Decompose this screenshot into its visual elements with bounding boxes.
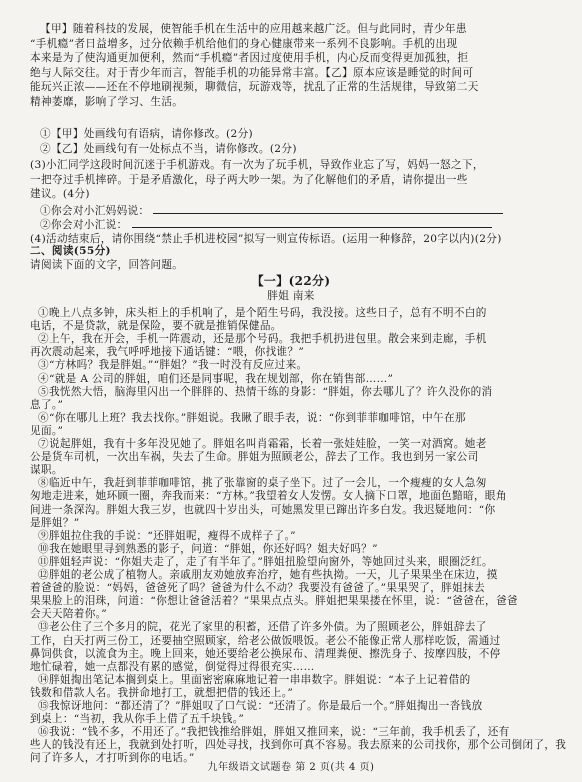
passage-line: 能玩兴正浓——还在不停地刷视频，聊微信，玩游戏等，扰乱了正常的生活规律，导致第二天 [30, 81, 479, 94]
answer-blank[interactable] [132, 217, 492, 228]
question-line: ②你会对小汇说： [40, 217, 492, 232]
page-footer: 九年级语文试题卷 第 2 页(共 4 页) [207, 762, 375, 773]
story-line: 鼻饲供食，以流食为主。晚上回来，她还要给老公换尿布、清理粪便、擦洗身子、按摩四肢，不停 [30, 647, 501, 660]
story-line: ⑯我说：“钱不多，不用还了。”我把钱推给胖姐，胖姐又推回来，说：“三年前，我手机丢了，还有 [38, 726, 510, 739]
story-line: ⑥“你在哪儿上班？我去找你。”胖姐说。我瞅了眼手表，说：“你到菲菲咖啡馆，中午在那 [38, 411, 466, 424]
story-line: 是胖姐？” [30, 516, 80, 529]
story-line: 问了许多人，才打听到你的电话。” [30, 752, 195, 765]
story-line: ⑭胖姐掏出笔记本搁到桌上。里面密密麻麻地记着一串串数字。胖姐说：“本子上记着借的 [38, 673, 471, 686]
story-line: 钱数和借款人名。我拼命地打工，就想把借的钱还上。” [30, 686, 294, 699]
question-line: ②【乙】处画线句有一处标点不当，请你修改。(2分) [40, 143, 297, 155]
passage-line: 本来是为了使沟通更加便利，然而“手机瘾”者因过度使用手机，内心反而变得更加孤独，拒 [30, 52, 469, 65]
story-line: 电话，不是贷款，就是保险，要不就是推销保健品。 [30, 320, 282, 333]
story-line: 会天天陪着你。” [30, 608, 108, 621]
passage-line: 绝与人际交往。对于青少年而言，智能手机的功能异常丰富。【乙】原本应该是睡觉的时间可 [30, 66, 474, 79]
story-line: ④“就是 A 公司的胖姐，咱们还是同事呢，我在规划部，你在销售部……” [38, 372, 394, 385]
story-line: 匆地走进来，她环顾一圈，奔我而来：“方林。”我望着女人发愣。女人摘下口罩，地面色黯暗，眼角 [30, 490, 507, 503]
passage-line: 【甲】随着科技的发展，使智能手机在生活中的应用越来越广泛。但与此同时，青少年患 [40, 23, 467, 35]
story-line: ⑬老公住了三个多月的院，花光了家里的积蓄，还借了许多外债。为了照顾老公，胖姐辞去了 [38, 621, 487, 634]
story-line: 果果脸上的泪珠，问道：“你想让爸爸活着？”果果点点头。胖姐把果果搂在怀里，说：“爸爸在，爸爸 [30, 595, 518, 608]
answer-blank[interactable] [153, 203, 503, 214]
story-line: ⑨胖姐拉住我的手说：“还胖姐呢，瘦得不成样子了。” [38, 529, 296, 542]
story-line: ⑩我在她眼里寻到熟悉的影子，问道：“胖姐，你还好吗？姐夫好吗？” [38, 542, 378, 555]
story-line: 工作，白天打两三份工，还要抽空照顾家，给老公做饭喂饭。老公不能像正常人那样吃饭，需通过 [30, 634, 501, 647]
story-line: 地忙碌着，她一点都没有累的感觉，倒觉得过得很充实…… [30, 660, 315, 673]
story-line: 些人的钱没有还上，我就到处打听，四处寻找，找到你可真不容易。我去原来的公司找你，那个公司倒闭了，我 [30, 739, 567, 752]
question-line: 建议。(4分) [30, 188, 90, 200]
section-instruction: 请阅读下面的文字，回答问题。 [30, 259, 184, 271]
part-title: 【一】(22分) [251, 274, 331, 288]
story-line: 公是货车司机，一次出车祸，失去了生命。胖姐为照顾老公，辞去了工作。我也到另一家公司 [30, 451, 479, 464]
story-line: 见面。” [30, 424, 64, 437]
story-line: ⑫胖姐的老公成了植物人。亲戚朋友劝她放弃治疗，她有些执拗。一天，儿子果果坐在床边，摸 [38, 569, 498, 581]
question-line: ①【甲】处画线句有语病，请你修改。(2分) [40, 128, 254, 140]
story-line: 间进一条深沟。胖姐大我三岁，也就四十岁出头，可她黑发里已蹿出许多白发。我迟疑地问：“你 [30, 503, 496, 516]
story-line: ③“方林吗？我是胖姐。”“胖姐？”我一时没有反应过来。 [38, 359, 308, 372]
question-line: (4)活动结束后，请你围绕“禁止手机进校园”拟写一则宣传标语。(运用一种修辞，20字以内)(2分) [30, 233, 502, 245]
story-title: 胖姐 南来 [267, 290, 315, 302]
section-title: 二、阅读(55分) [30, 245, 111, 257]
story-line: 再次震动起来，我气呼呼地接下通话键：“喂，你找谁？” [30, 346, 305, 359]
story-line: 谋职。 [30, 464, 63, 477]
story-line: ⑮我惊讶地问：“都还清了？”胖姐叹了口气说：“还清了。你是最后一个。”胖姐掏出一沓钱放 [38, 700, 483, 712]
story-line: 着爸爸的脸说：“妈妈，爸爸死了吗？爸爸为什么不动？我要没有爸爸了。”果果哭了，胖姐抹去 [30, 582, 485, 595]
story-line: ②上午，我在开会，手机一阵震动，还是那个号码。我把手机扔进包里。散会来到走廊，手机 [38, 333, 487, 346]
question-line: ①你会对小汇妈妈说： [40, 203, 503, 218]
story-line: ⑧临近中午，我赶到菲菲咖啡馆，挑了张靠窗的桌子坐下。过了一会儿，一个瘦瘦的女人急匆 [38, 477, 487, 490]
passage-line: “手机瘾”者日益增多，过分依赖手机给他们的身心健康带来一系列不良影响。手机的出现 [30, 37, 458, 50]
story-line: 息了。” [30, 398, 64, 411]
story-line: ⑦说起胖姐，我有十多年没见她了。胖姐名叫肖霜霜，长着一张娃娃脸，一笑一对酒窝。她老 [38, 438, 487, 450]
story-line: ⑪胖姐轻声说：“你姐夫走了，走了有半年了。”胖姐扭脸望向窗外，等她回过头来，眼圈泛红。 [38, 555, 493, 568]
question-line: (3)小汇同学这段时间沉迷于手机游戏。有一次为了玩手机，导致作业忘了写，妈妈一怒之下， [30, 159, 484, 171]
passage-line: 精神萎靡，影响了学习、生活。 [30, 96, 184, 108]
question-line: 一把夺过手机摔碎。于是矛盾激化，母子两大吵一架。为了化解他们的矛盾，请你提出一些 [30, 174, 468, 186]
story-line: 到桌上：“当初，我从你手上借了五千块钱。” [30, 713, 245, 726]
story-line: ⑤我恍然大悟，脑海里闪出一个胖胖的、热情干练的身影：“胖姐，你去哪儿了？许久没你的消 [38, 385, 493, 398]
story-line: ①晚上八点多钟，床头柜上的手机响了，是个陌生号码，我没接。这些日子，总有不明不白的 [38, 307, 487, 319]
